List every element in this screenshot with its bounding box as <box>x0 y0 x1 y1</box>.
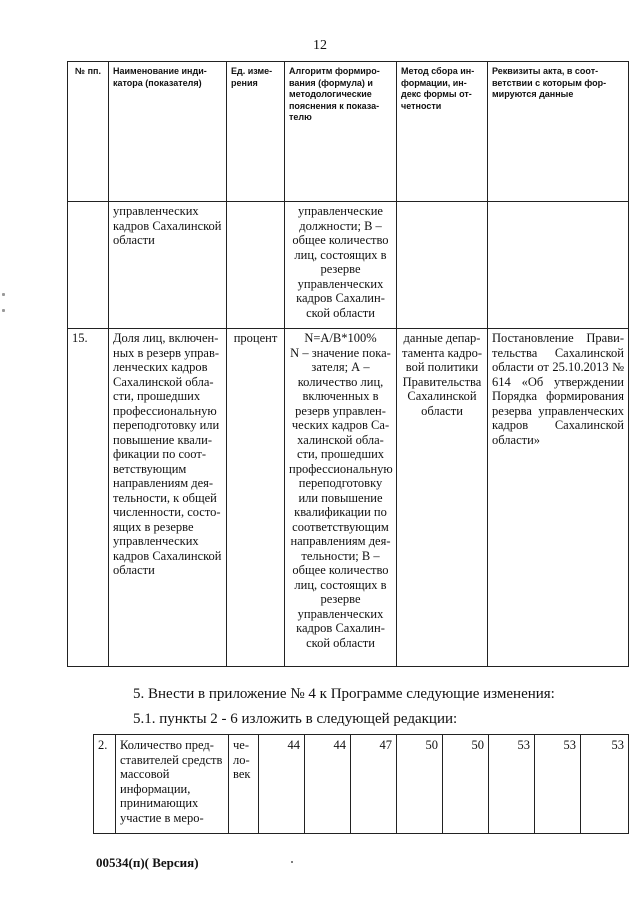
row2-value: 50 <box>397 735 443 834</box>
header-method: Метод сбора информации, индекс формы отчетности <box>397 62 488 202</box>
row2-value: 53 <box>489 735 535 834</box>
row15-requisites: Постановление Правительства Сахалинской области от 25.10.2013 № 614 «Об утверждении Порядка формирования резерва управленческих кадров Сахалинской области» <box>488 329 629 667</box>
header-num: № пп. <box>68 62 109 202</box>
row2-value: 53 <box>535 735 581 834</box>
table-header-row <box>68 62 629 202</box>
margin-mark <box>2 309 5 312</box>
row2-name: Количество представителей средств массовой информации, принимающих участие в меро- <box>116 735 229 834</box>
row15-method: данные департамента кадровой политики Правительства Сахалинской области <box>397 329 488 667</box>
row15-unit: процент <box>227 329 285 667</box>
header-unit: Ед. измерения <box>227 62 285 202</box>
footer-version: 00534(п)( Версия) <box>96 855 199 870</box>
cont-name-cell: управленческих кадров Сахалинской области <box>109 202 227 329</box>
table-row-continued <box>68 202 629 329</box>
scan-speck <box>291 861 293 863</box>
indicators-table <box>67 61 629 667</box>
table-row-15 <box>68 329 629 667</box>
cont-algorithm-cell: управленческие должности; В – общее количество лиц, состоящих в резерве управленческих кадров Сахалинской области <box>285 202 397 329</box>
header-name: Наименование индикатора (показателя) <box>109 62 227 202</box>
table-row-2 <box>94 735 629 834</box>
paragraph-5-1: 5.1. пункты 2 - 6 изложить в следующей редакции: <box>133 711 458 727</box>
row2-value: 44 <box>259 735 305 834</box>
header-requisites: Реквизиты акта, в соответствии с которым формируются данные <box>488 62 629 202</box>
header-algorithm: Алгоритм формирования (формула) и методологические пояснения к показателю <box>285 62 397 202</box>
row15-algorithm-cell <box>285 329 397 667</box>
row15-name: Доля лиц, включенных в резерв управленческих кадров Сахалинской области, прошедших профессиональную переподготовку или повышение квалификации по соответствующим направлениям деятельности, к общей численности, состоящих в резерве управленческих кадров Сахалинской области <box>109 329 227 667</box>
row2-num: 2. <box>94 735 116 834</box>
margin-mark <box>2 293 5 296</box>
row2-value: 53 <box>581 735 629 834</box>
row15-formula: N=A/B*100% <box>304 331 377 345</box>
row2-value: 50 <box>443 735 489 834</box>
row2-value: 44 <box>305 735 351 834</box>
row2-value: 47 <box>351 735 397 834</box>
row15-algorithm: N – значение показателя; А – количество лиц, включенных в резерв управленческих кадров Сахалинской области, прошедших профессиональную переподготовку или повышение квалификации по соответствующим направлениям деятельности; В – общее количество лиц, состоящих в резерве управленческих кадров Сахалинской области <box>289 345 393 650</box>
participants-table <box>93 734 629 834</box>
row2-unit: человек <box>229 735 259 834</box>
paragraph-5: 5. Внести в приложение № 4 к Программе следующие изменения: <box>133 686 555 702</box>
row15-num: 15. <box>68 329 109 667</box>
page-number: 12 <box>313 38 327 53</box>
